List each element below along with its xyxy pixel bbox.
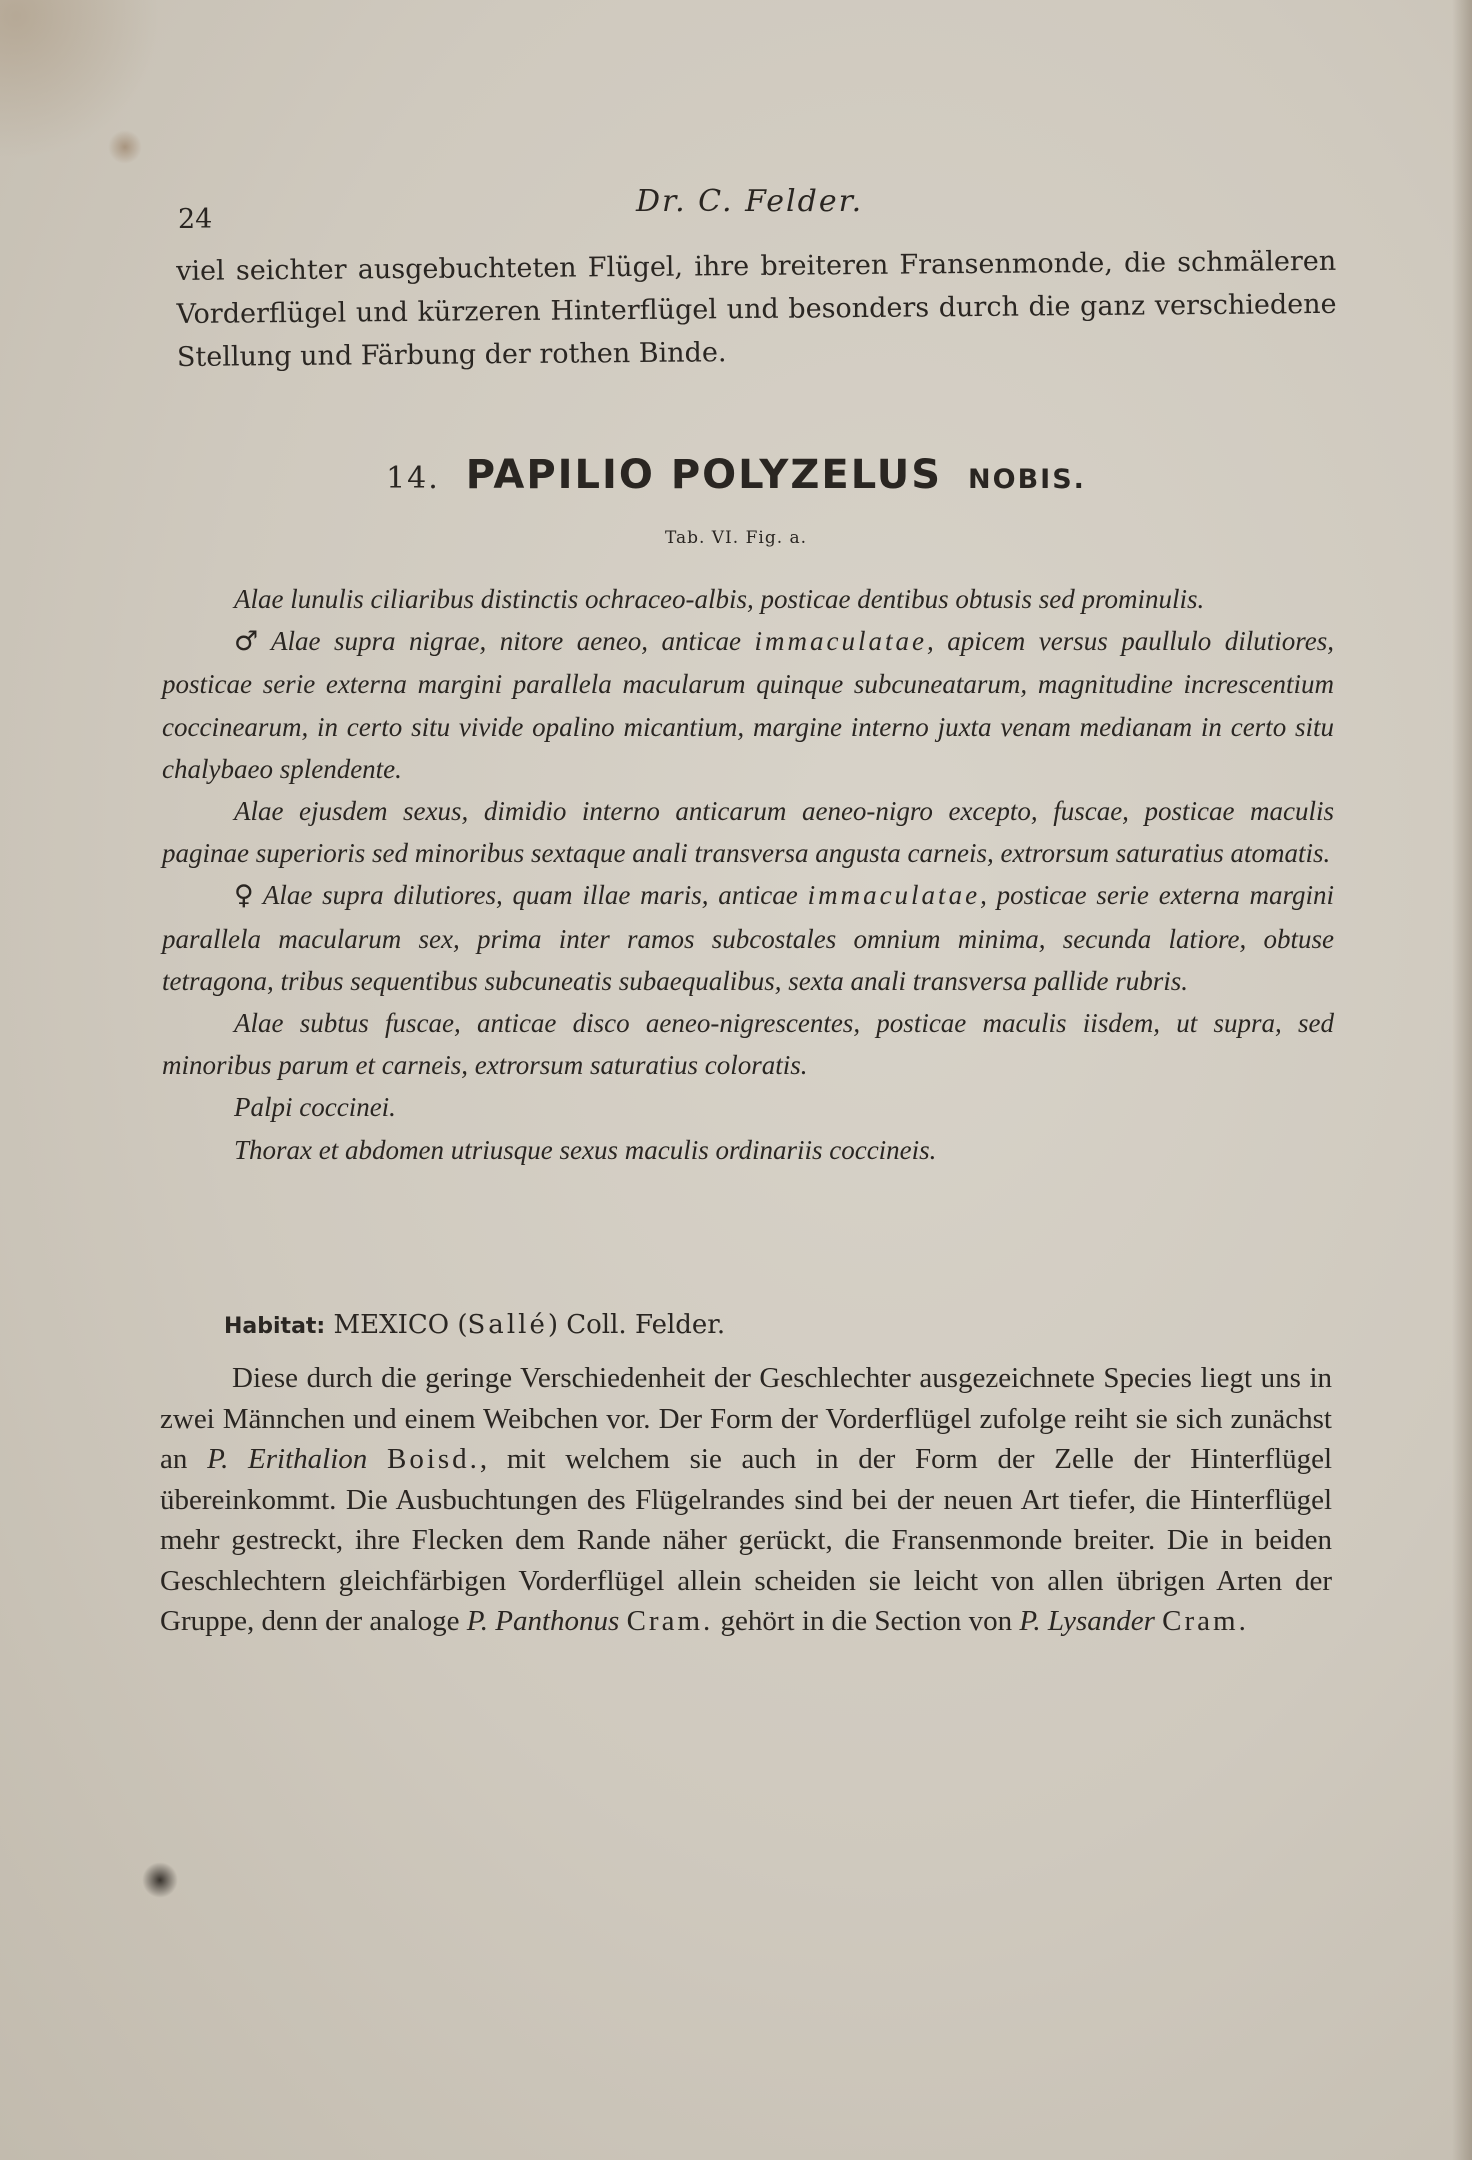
species-authority: NOBIS.: [968, 464, 1086, 495]
author-reference: Cram.: [626, 1605, 714, 1637]
species-heading: [0, 452, 1472, 498]
description-paragraph: Alae lunulis ciliaribus distinctis ochraceo-albis, posticae dentibus obtusis sed prominulis.: [234, 584, 1205, 614]
plate-reference: Tab. VI. Fig. a.: [664, 528, 808, 548]
ink-blot: [142, 1862, 178, 1898]
species-name: PAPILIO POLYZELUS: [465, 452, 943, 498]
page-edge-shadow: [1452, 0, 1472, 2160]
habitat-label: Habitat:: [224, 1314, 326, 1339]
description-paragraph-male: ♂ Alae supra nigrae, nitore aeneo, anticae immaculatae, apicem versus paullulo dilutiores, posticae serie externa margini parallela macularum quinque subcuneatarum, magnitudine increscentium coccinearum, in certo situ vivide opalino micantium, margine interno juxta venam medianam in certo situ chalybaeo splendente.: [162, 626, 1335, 784]
female-symbol-icon: ♀: [234, 880, 257, 912]
foxing-spot: [108, 130, 142, 164]
habitat-line: Habitat: MEXICO (Sallé) Coll. Felder.: [224, 1310, 726, 1340]
discussion-paragraph: Diese durch die geringe Verschiedenheit der Geschlechter ausgezeichnete Species liegt uns in zwei Männchen und einem Weibchen vor. Der Form der Vorderflügel zufolge reiht sie sich zunächst an P. Erithalion Boisd., mit welchem sie auch in der Form der Zelle der Hinterflügel übereinkommt. Die Ausbuchtungen des Flügelrandes sind bei der neuen Art tiefer, die Hinterflügel mehr gestreckt, ihre Flecken dem Rande näher gerückt, die Fransenmonde breiter. Die in beiden Geschlechtern gleichfärbigen Vorderflügel allein scheiden sie leicht von allen übrigen Arten der Gruppe, denn der analoge P. Panthonus Cram. gehört in die Section von P. Lysander Cram.: [160, 1362, 1333, 1637]
species-number: 14.: [386, 461, 440, 496]
latin-description: [162, 578, 1334, 1171]
species-reference: P. Erithalion: [207, 1443, 368, 1475]
male-symbol-icon: ♂: [234, 626, 265, 658]
description-paragraph: Alae subtus fuscae, anticae disco aeneo-nigrescentes, posticae maculis iisdem, ut supra, sed minoribus parum et carneis, extrorsum saturatius coloratis.: [162, 1008, 1334, 1081]
description-paragraph: Alae ejusdem sexus, dimidio interno anticarum aeneo-nigro excepto, fuscae, posticae maculis paginae superioris sed minoribus sextaque anali transversa angusta carneis, extrorsum saturatius atomatis.: [162, 796, 1334, 869]
description-paragraph: Palpi coccinei.: [234, 1092, 396, 1123]
page-number: 24: [178, 204, 213, 235]
intro-paragraph: viel seichter ausgebuchteten Flügel, ihre breiteren Fransenmonde, die schmäleren Vorderflügel und kürzeren Hinterflügel und besonders durch die ganz verschiedene Stellung und Färbung der rothen Binde.: [176, 245, 1337, 373]
description-paragraph-female: ♀ Alae supra dilutiores, quam illae maris, anticae immaculatae, posticae serie externa margini parallela macularum sex, prima inter ramos subcostales omnium minima, secunda latiore, obtuse tetragona, tribus sequentibus subcuneatis subaequalibus, sexta anali transversa pallide rubris.: [162, 880, 1335, 996]
habitat-collector: Sallé: [467, 1310, 548, 1340]
author-reference: Boisd.: [386, 1443, 480, 1475]
description-paragraph: Thorax et abdomen utriusque sexus maculis ordinariis coccineis.: [234, 1134, 937, 1165]
running-header-author: Dr. C. Felder.: [636, 184, 864, 219]
species-reference: P. Panthonus: [466, 1605, 620, 1637]
author-reference: Cram.: [1162, 1605, 1249, 1637]
species-reference: P. Lysander: [1019, 1605, 1155, 1637]
